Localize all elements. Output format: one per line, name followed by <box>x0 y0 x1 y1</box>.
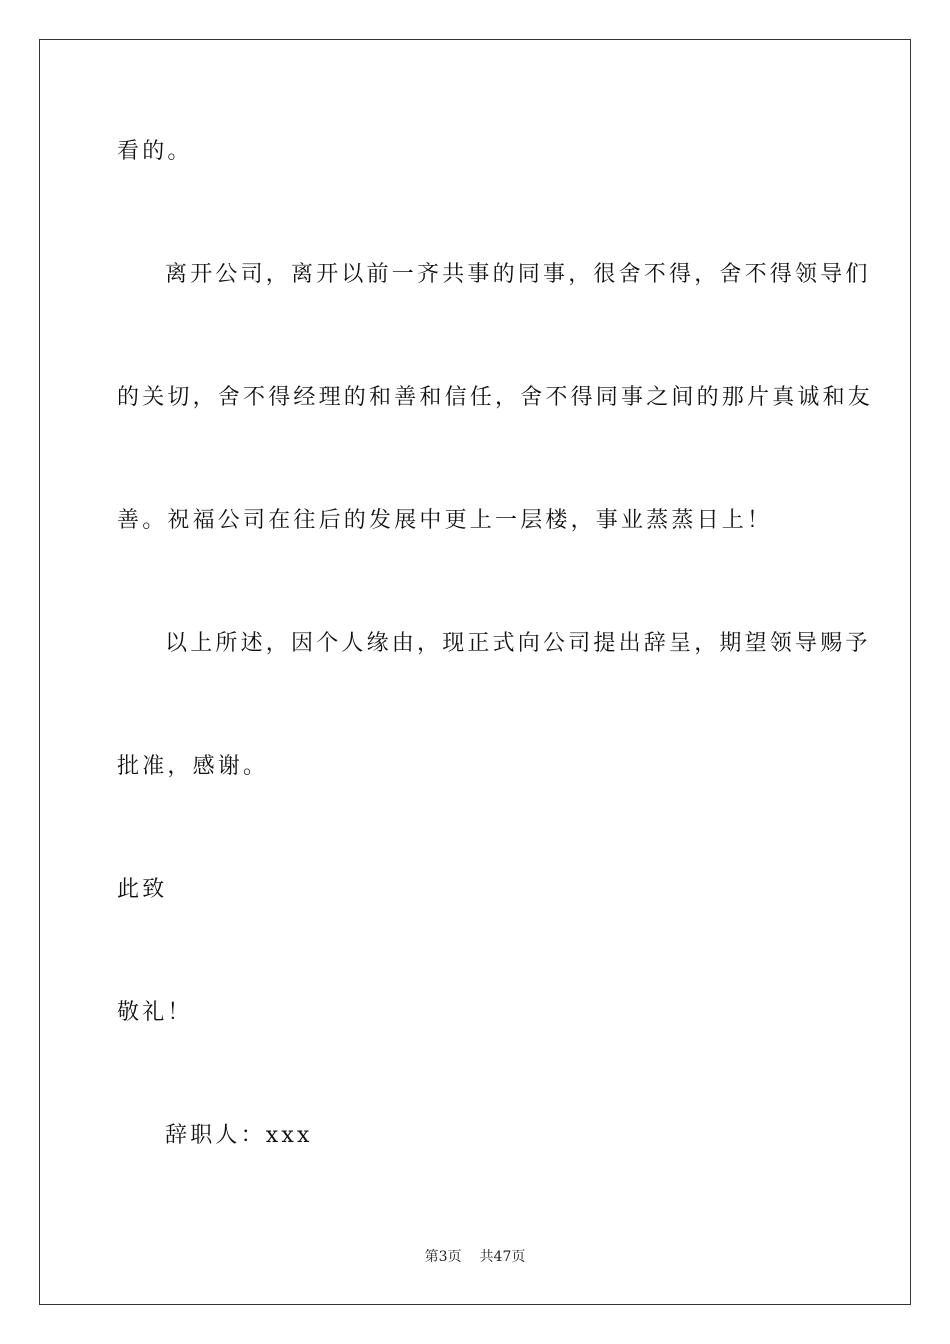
total-pages-label: 共47页 <box>479 1249 526 1265</box>
current-page-label: 第3页 <box>424 1249 462 1265</box>
body-line-5: 以上所述，因个人缘由，现正式向公司提出辞呈，期望领导赐予 <box>165 631 871 656</box>
body-line-2: 离开公司，离开以前一齐共事的同事，很舍不得，舍不得领导们 <box>165 262 871 287</box>
body-line-6: 批准，感谢。 <box>117 754 269 779</box>
closing-salutation: 此致 <box>117 877 168 902</box>
closing-regards: 敬礼！ <box>117 1000 193 1025</box>
body-line-3: 的关切，舍不得经理的和善和信任，舍不得同事之间的那片真诚和友 <box>117 385 874 410</box>
body-line-4: 善。祝福公司在往后的发展中更上一层楼，事业蒸蒸日上！ <box>117 508 773 533</box>
signature-line: 辞职人：xxx <box>165 1123 313 1148</box>
page-border <box>39 39 911 1305</box>
body-line-1: 看的。 <box>117 139 193 164</box>
page-footer <box>0 1248 950 1266</box>
